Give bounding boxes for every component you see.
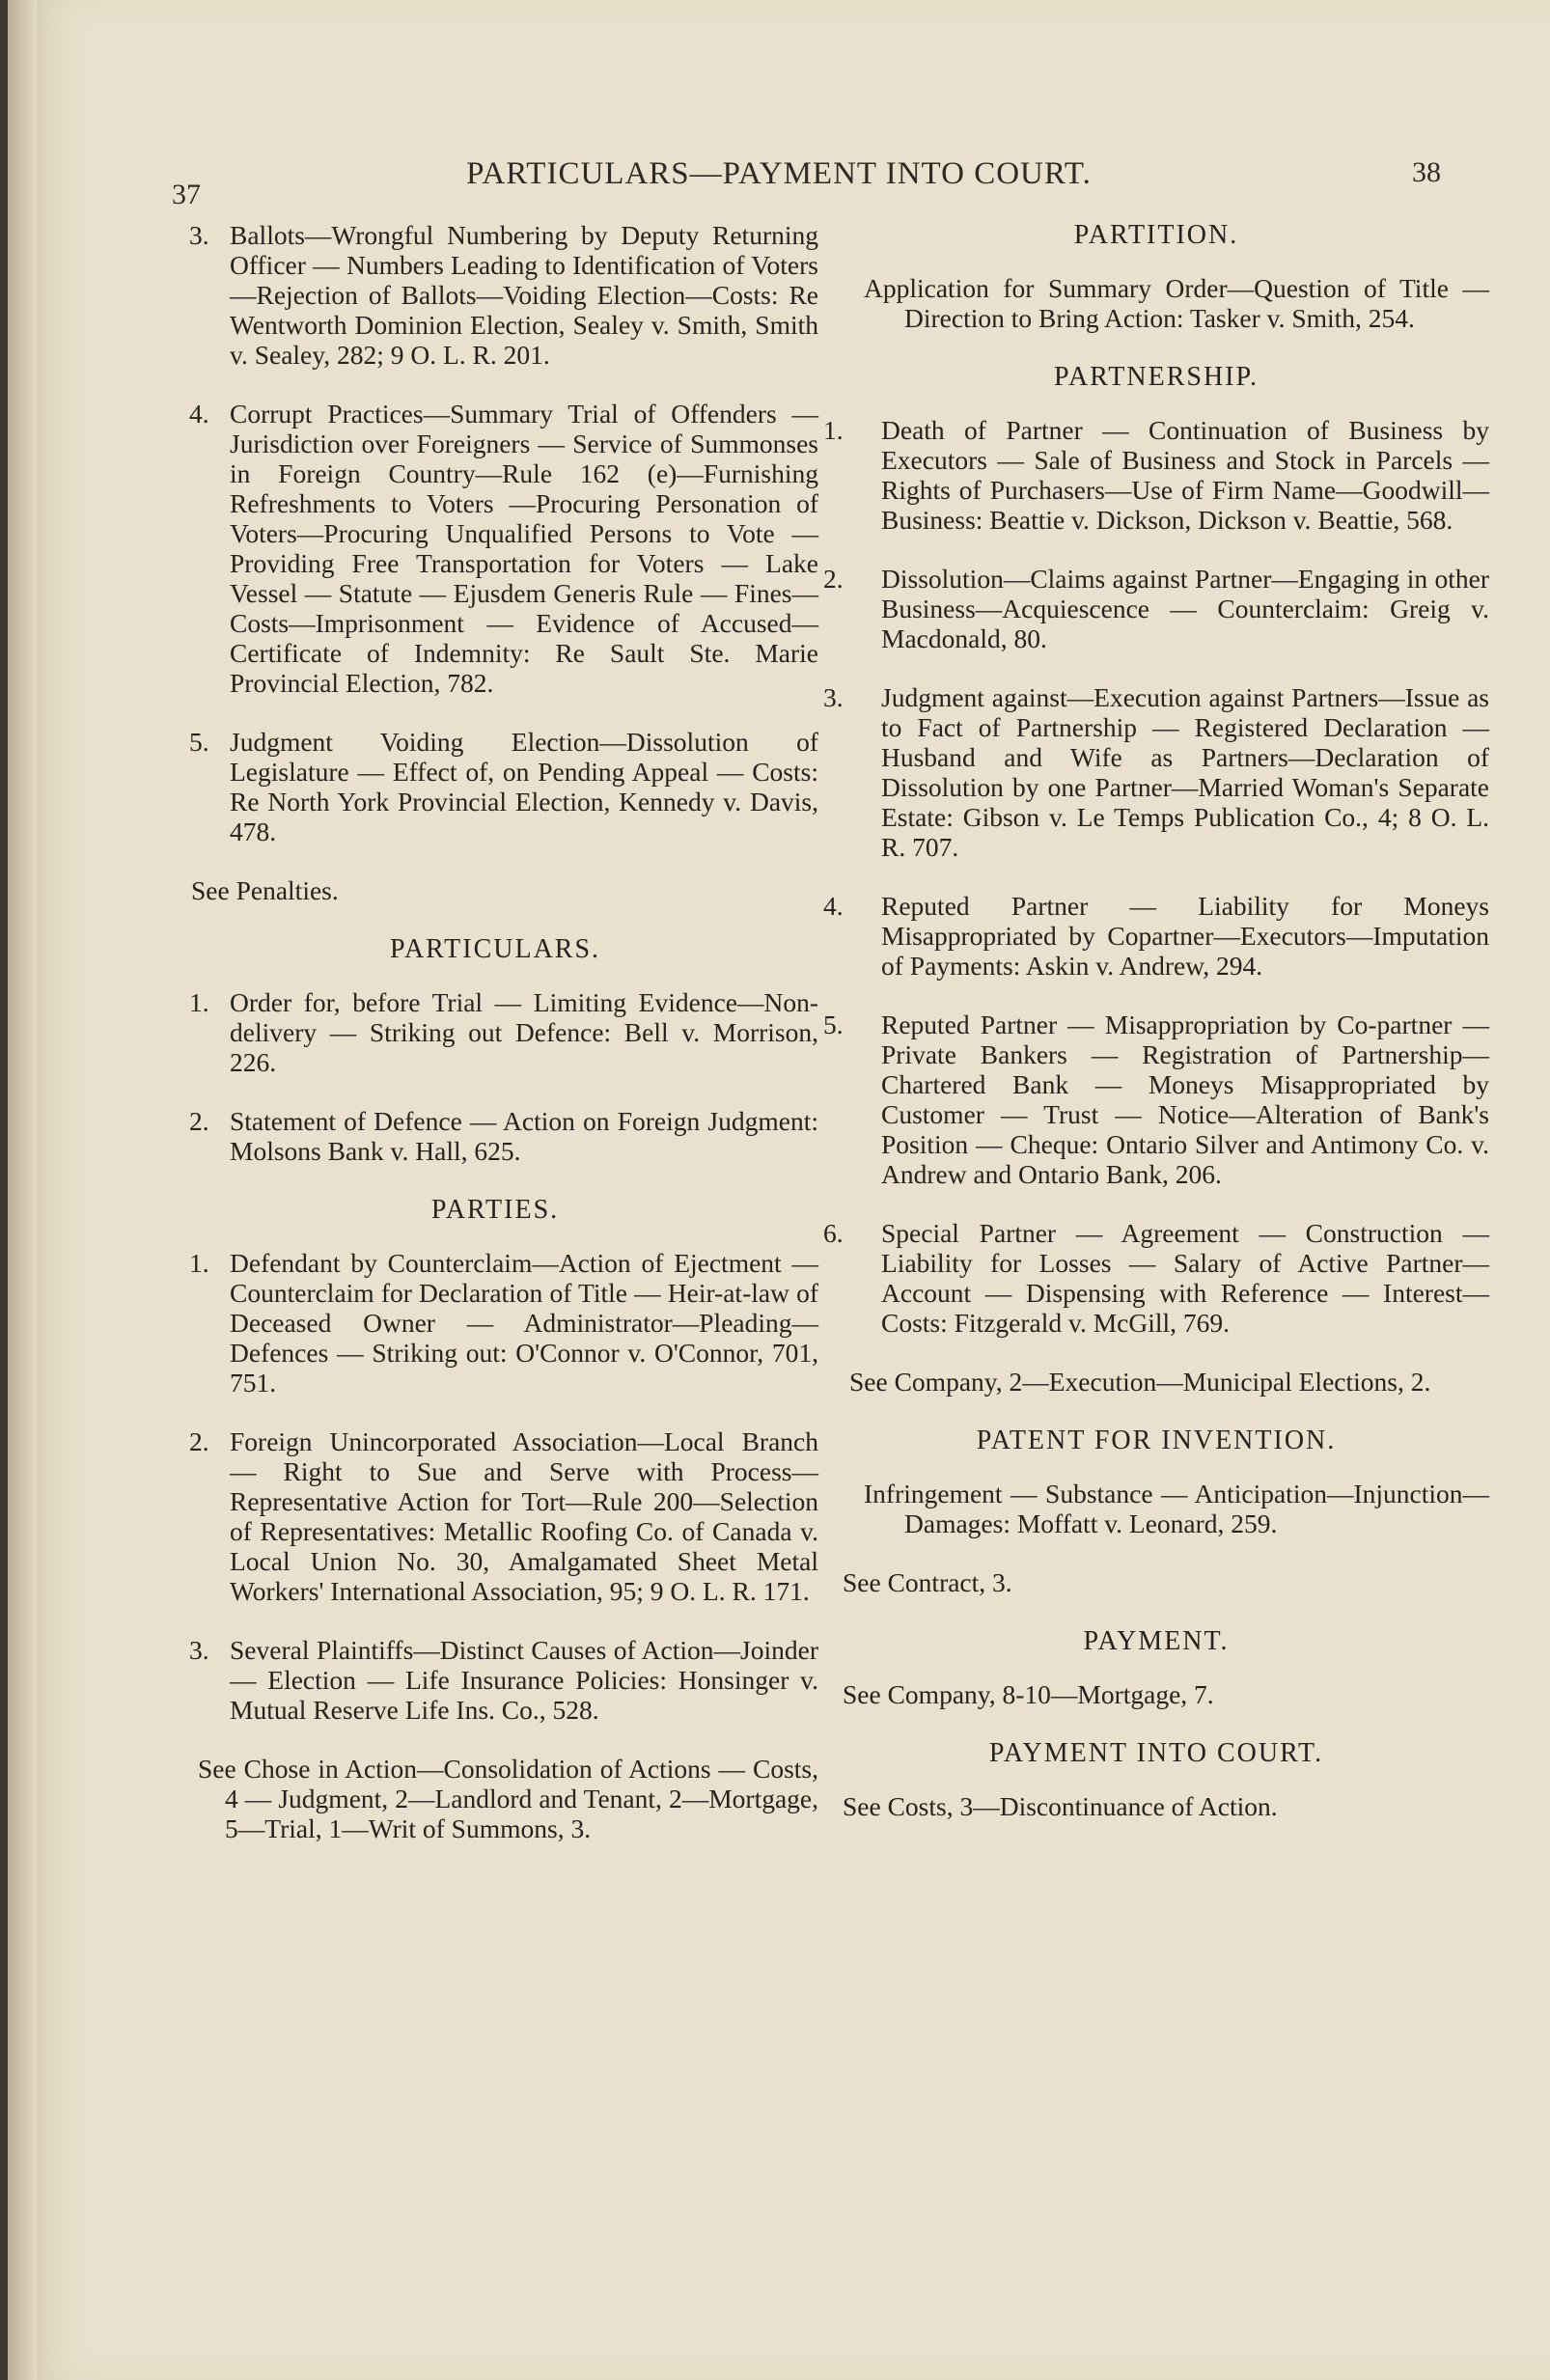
entry-number: 2.	[823, 564, 844, 594]
entry-text: Defendant by Counterclaim—Action of Ejectment — Counterclaim for Declaration of Title — Heir-at-law of Deceased Owner — Administrator—Pleading—Defences — Striking out: O'Connor v. O'Connor, 701, 751.	[230, 1248, 818, 1398]
entry-text: Several Plaintiffs—Distinct Causes of Action—Joinder — Election — Life Insurance Policies: Honsinger v. Mutual Reserve Life Ins. Co., 528.	[230, 1635, 818, 1725]
right-column	[823, 220, 1489, 1850]
heading-payment: PAYMENT.	[1083, 1626, 1230, 1656]
entry-text: Reputed Partner — Liability for Moneys Misappropriated by Copartner—Executors—Imputation of Payments: Askin v. Andrew, 294.	[881, 891, 1489, 981]
entry-number: 6.	[823, 1218, 844, 1248]
entry-number: 3.	[189, 1635, 209, 1665]
entry-particulars-1	[172, 987, 818, 1077]
see-company-execution: See Company, 2—Execution—Municipal Elections, 2.	[849, 1367, 1431, 1397]
entry-number: 2.	[189, 1106, 209, 1136]
entry-elections-4	[172, 399, 818, 698]
entry-partition: Application for Summary Order—Question of Title — Direction to Bring Action: Tasker v. Smith, 254.	[864, 273, 1489, 333]
heading-particulars: PARTICULARS.	[389, 934, 601, 964]
entry-text: Judgment against—Execution against Partners—Issue as to Fact of Partnership — Registered Declaration — Husband and Wife as Partners—Declaration of Dissolution by one Partner—Married Woman's Separate Estate: Gibson v. Le Temps Publication Co., 4; 8 O. L. R. 707.	[881, 682, 1489, 862]
entry-text: Foreign Unincorporated Association—Local Branch — Right to Sue and Serve with Process—Representative Action for Tort—Rule 200—Selection of Representatives: Metallic Roofing Co. of Canada v. Local Union No. 30, Amalgamated Sheet Metal Workers' International Association, 95; 9 O. L. R. 171.	[230, 1426, 818, 1606]
entry-partnership-4	[823, 891, 1489, 981]
book-page	[8, 0, 1550, 2380]
see-contract: See Contract, 3.	[843, 1567, 1012, 1597]
entry-text: Special Partner — Agreement — Construction — Liability for Losses — Salary of Active Partner—Account — Dispensing with Reference — Interest—Costs: Fitzgerald v. McGill, 769.	[881, 1218, 1489, 1338]
entry-number: 4.	[189, 399, 209, 429]
entry-number: 3.	[189, 220, 209, 250]
heading-partition: PARTITION.	[1073, 220, 1239, 250]
entry-number: 5.	[189, 727, 209, 757]
entry-text: Death of Partner — Continuation of Business by Executors — Sale of Business and Stock in Parcels — Rights of Purchasers—Use of Firm Name—Goodwill—Business: Beattie v. Dickson, Dickson v. Beattie, 568.	[881, 415, 1489, 535]
entry-number: 1.	[189, 987, 209, 1017]
entry-number: 1.	[823, 415, 844, 445]
entry-number: 2.	[189, 1426, 209, 1456]
entry-text: Corrupt Practices—Summary Trial of Offenders — Jurisdiction over Foreigners — Service of Summonses in Foreign Country—Rule 162 (e)—Furnishing Refreshments to Voters —Procuring Personation of Voters—Procuring Unqualified Persons to Vote — Providing Free Transportation for Voters — Lake Vessel — Statute — Ejusdem Generis Rule — Fines—Costs—Imprisonment — Evidence of Accused— Certificate of Indemnity: Re Sault Ste. Marie Provincial Election, 782.	[230, 399, 818, 698]
running-title: PARTICULARS—PAYMENT INTO COURT.	[466, 156, 1092, 191]
entry-number: 1.	[189, 1248, 209, 1278]
entry-parties-3	[172, 1635, 818, 1725]
entry-patent: Infringement — Substance — Anticipation—Injunction—Damages: Moffatt v. Leonard, 259.	[864, 1479, 1489, 1538]
page-number-right: 38	[1412, 156, 1441, 188]
entry-text: Ballots—Wrongful Numbering by Deputy Returning Officer — Numbers Leading to Identification of Voters—Rejection of Ballots—Voiding Election—Costs: Re Wentworth Dominion Election, Sealey v. Smith, Smith v. Sealey, 282; 9 O. L. R. 201.	[230, 220, 818, 370]
entry-text: Reputed Partner — Misappropriation by Co-partner — Private Bankers — Registration of Partnership—Chartered Bank — Moneys Misappropriated by Customer — Trust — Notice—Alteration of Bank's Position — Cheque: Ontario Silver and Antimony Co. v. Andrew and Ontario Bank, 206.	[881, 1010, 1489, 1189]
heading-parties: PARTIES.	[430, 1195, 560, 1225]
heading-partnership: PARTNERSHIP.	[1054, 362, 1259, 392]
entry-partnership-3	[823, 682, 1489, 862]
entry-elections-3	[172, 220, 818, 370]
entry-partnership-2	[823, 564, 1489, 653]
entry-particulars-2	[172, 1106, 818, 1166]
entry-elections-5	[172, 727, 818, 846]
entry-partnership-5	[823, 1010, 1489, 1189]
page-spine-shadow	[8, 0, 37, 2380]
entry-number: 5.	[823, 1010, 844, 1039]
entry-number: 3.	[823, 682, 844, 712]
entry-text: Order for, before Trial — Limiting Evidence—Non-delivery — Striking out Defence: Bell v. Morrison, 226.	[230, 987, 818, 1077]
heading-patent: PATENT FOR INVENTION.	[976, 1425, 1337, 1455]
entry-parties-1	[172, 1248, 818, 1398]
entry-text: Statement of Defence — Action on Foreign Judgment: Molsons Bank v. Hall, 625.	[230, 1106, 818, 1166]
see-company-mortgage: See Company, 8-10—Mortgage, 7.	[843, 1679, 1214, 1709]
see-costs: See Costs, 3—Discontinuance of Action.	[843, 1791, 1278, 1821]
heading-payment-into-court: PAYMENT INTO COURT.	[988, 1738, 1324, 1768]
entry-text: Dissolution—Claims against Partner—Engaging in other Business—Acquiescence — Counterclaim: Greig v. Macdonald, 80.	[881, 564, 1489, 653]
left-column	[172, 220, 818, 1872]
entry-text: Judgment Voiding Election—Dissolution of Legislature — Effect of, on Pending Appeal — Costs: Re North York Provincial Election, Kennedy v. Davis, 478.	[230, 727, 818, 846]
entry-parties-2	[172, 1426, 818, 1606]
see-chose-in-action: See Chose in Action—Consolidation of Actions — Costs, 4 — Judgment, 2—Landlord and Tenant, 2—Mortgage, 5—Trial, 1—Writ of Summons, 3.	[198, 1754, 818, 1843]
page-number-left: 37	[172, 179, 201, 210]
entry-partnership-6	[823, 1218, 1489, 1338]
see-penalties: See Penalties.	[191, 875, 339, 905]
running-header	[8, 145, 1550, 210]
entry-number: 4.	[823, 891, 844, 921]
entry-partnership-1	[823, 415, 1489, 535]
